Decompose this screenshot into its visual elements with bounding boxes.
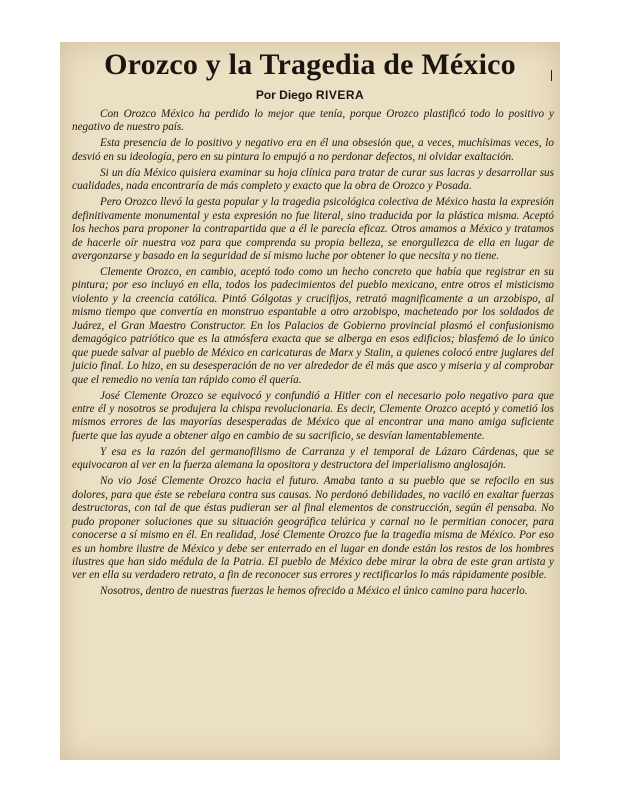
article-body (72, 108, 554, 601)
newspaper-clipping (60, 42, 560, 760)
byline-prefix: Por Diego (255, 88, 313, 102)
paragraph: José Clemente Orozco se equivocó y confundió a Hitler con el necesario polo negativo para que entre él y nosotros se produjera la chispa revolucionaria. Es decir, Clemente Orozco aceptó y cometió los mismos errores de las mayorías desesperadas de México que al encontrar una mano amiga suficiente fuerte que las ayude a obtener algo en cambio de su sacrificio, se desvían lamentablemente. (72, 389, 554, 442)
paragraph: Clemente Orozco, en cambio, aceptó todo como un hecho concreto que había que registrar en su pintura; por eso incluyó en ella, todos los padecimientos del pueblo mexicano, entre otros el misticismo violento y la creencia católica. Pintó Gólgotas y crucifijos, retrató magnificamente a un arzobispo, al mismo tiempo que convertía en monstruo espantable a otro arzobispo, macheteado por los soldados de Juárez, el Gran Maestro Constructor. En los Palacios de Gobierno provincial plasmó el confusionismo demagógico patriótico que es la atmósfera exacta que se alberga en esos edificios; blasfemó de lo único que puede salvar al pueblo de México en caricaturas de Marx y Stalin, a quienes colocó entre juglares del juicio final. Lo hizo, en su desesperación de no ver alrededor de él más que asco y miseria y al comprobar que el remedio no venía tan rápido como él quería. (72, 265, 554, 386)
paragraph: Esta presencia de lo positivo y negativo era en él una obsesión que, a veces, muchísimas veces, lo desvió en su ideología, pero en su pintura lo empujó a no perdonar defectos, ni olvidar exaltación. (72, 137, 554, 163)
paragraph: Y esa es la razón del germanofilismo de Carranza y el temporal de Lázaro Cárdenas, que se equivocaron al ver en la fuerza alemana la opositora y destructora del imperialismo anglosajón. (72, 445, 554, 472)
paragraph: Pero Orozco llevó la gesta popular y la tragedia psicológica colectiva de México hasta la expresión definitivamente monumental y esta expresión no fue literal, sino traducida por la plástica misma. Aceptó los hechos para proponer la contrapartida que a él le parecía eficaz. Otros amamos a México y tratamos de hacerle oír nuestra voz para que comprenda su propia belleza, se enorgullezca de ella en lugar de avergonzarse y basado en la seguridad de sí mismo luche por obtener lo que necsita y no tiene. (72, 196, 554, 263)
margin-mark (551, 70, 552, 81)
article-title: Orozco y la Tragedia de México (104, 48, 516, 81)
article-byline (60, 88, 560, 102)
paragraph: No vio José Clemente Orozco hacia el futuro. Amaba tanto a su pueblo que se refocilo en sus dolores, para que éste se rebelara contra sus causas. No perdonó debilidades, no vaciló en exaltar fuerzas destructoras, con tal de que éstas pudieran ser al final elementos de construcción, según él pensaba. No pudo proponer soluciones que su situación geográfica telúrica y carnal no le permitian conocer, para conocerse a sí mismo en él. En realidad, José Clemente Orozco fue la tragedia misma de México. Por eso es un hombre ilustre de México y debe ser enterrado en el lugar en donde están los restos de los hombres ilustres que han sido médula de la Patria. El pueblo de México debe mirar la obra de este gran artista y ver en ella su verdadero retrato, a fin de reconocer sus errores y rectificarlos lo más rápidamente posible. (72, 475, 554, 582)
byline-author: RIVERA (315, 88, 365, 102)
paragraph: Con Orozco México ha perdido lo mejor que tenía, porque Orozco plastificó todo lo positivo y negativo de nuestro país. (72, 108, 554, 134)
paragraph: Nosotros, dentro de nuestras fuerzas le hemos ofrecido a México el único camino para hacerlo. (100, 585, 528, 598)
paragraph: Si un día México quisiera examinar su hoja clínica para tratar de curar sus lacras y desarrollar sus cualidades, nada encontraría de más completo y exacto que la obra de Orozco y Posada. (72, 166, 554, 193)
